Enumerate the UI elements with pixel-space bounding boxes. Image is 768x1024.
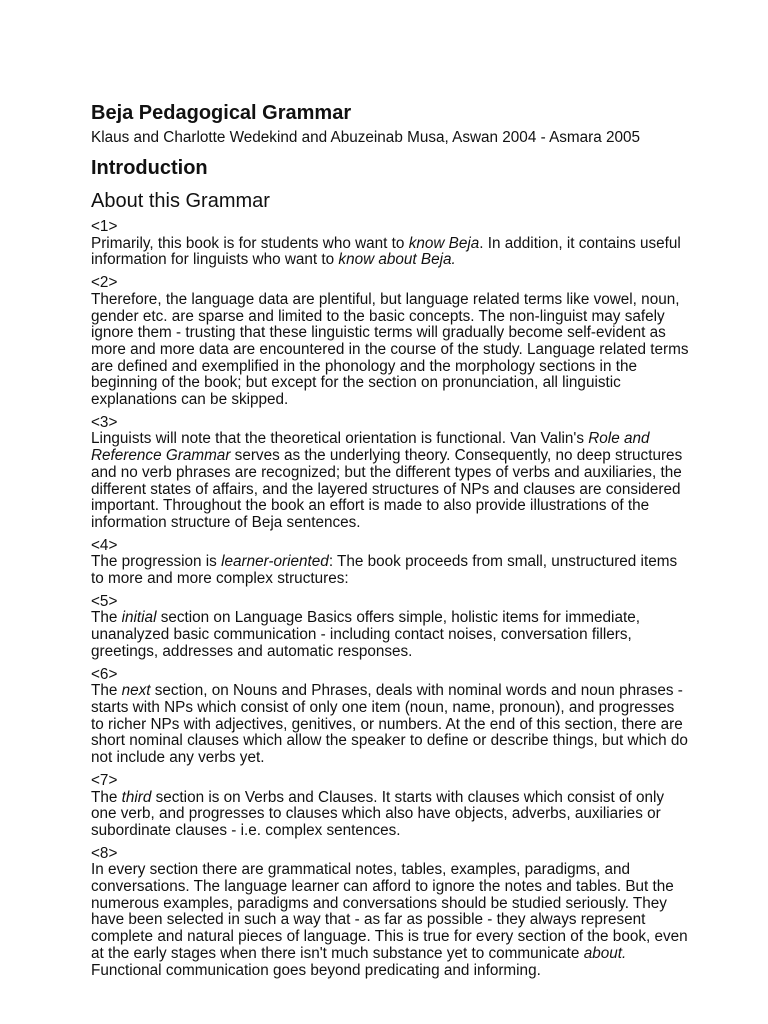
paragraph-text	[91, 610, 691, 660]
paragraph-text	[91, 236, 691, 269]
paragraph-number: <7>	[91, 771, 118, 789]
italic-text: Role and Reference Grammar	[91, 430, 650, 465]
italic-text: initial	[121, 609, 157, 627]
text-run: In every section there are grammatical notes, tables, examples, paradigms, and conversations. The language learner can afford to ignore the notes and tables. But the numerous examples, paradigms and conversations should be studied seriously. They have been selected in such a way that - as far as possible - they always represent complete and natural pieces of language. This is true for every section of the book, even at the early stages when there isn't much substance yet to communicate	[91, 861, 688, 962]
paragraph	[91, 594, 691, 661]
paragraph	[91, 415, 691, 532]
text-run: section on Language Basics offers simple, holistic items for immediate, unanalyzed basic communication - including contact noises, conversation fillers, greetings, addresses and automatic responses.	[91, 609, 640, 660]
text-run: Functional communication goes beyond predicating and informing.	[91, 961, 541, 979]
text-run: . In addition, it contains useful information for linguists who want to	[91, 234, 681, 269]
text-run: Primarily, this book is for students who want to	[91, 234, 409, 252]
paragraph	[91, 773, 691, 840]
text-run: The	[91, 609, 122, 627]
paragraph	[91, 846, 691, 980]
subsection-heading: About this Grammar	[91, 190, 270, 212]
paragraph-text	[91, 554, 691, 587]
document-authors: Klaus and Charlotte Wedekind and Abuzeinab Musa, Aswan 2004 - Asmara 2005	[91, 129, 641, 146]
paragraph-number: <5>	[91, 592, 118, 610]
text-run: Linguists will note that the theoretical orientation is functional. Van Valin's	[91, 430, 589, 448]
paragraph-text	[91, 292, 691, 409]
paragraph-text	[91, 431, 691, 531]
paragraph-text	[91, 862, 691, 979]
paragraph	[91, 275, 691, 409]
paragraph	[91, 538, 691, 588]
italic-text: learner-oriented	[221, 553, 329, 571]
paragraph	[91, 219, 691, 269]
italic-text: know about Beja.	[338, 251, 456, 269]
italic-text: next	[121, 682, 151, 700]
text-run: The	[91, 788, 122, 806]
italic-text: about.	[583, 944, 627, 962]
paragraph-number: <3>	[91, 413, 118, 431]
text-run: The progression is	[91, 553, 222, 571]
text-run: section is on Verbs and Clauses. It starts with clauses which consist of only one verb, and progresses to clauses which also have objects, adverbs, auxiliaries or subordinate clauses - i.e. complex sentences.	[91, 788, 665, 839]
document-title: Beja Pedagogical Grammar	[91, 102, 352, 124]
text-run: The	[91, 682, 122, 700]
text-run: serves as the underlying theory. Consequently, no deep structures and no verb phrases are recognized; but the different types of verbs and auxiliaries, the different states of affairs, and the layered structures of NPs and clauses are considered important. Throughout the book an effort is made to also provide illustrations of the information structure of Beja sentences.	[91, 447, 683, 531]
paragraph-number: <2>	[91, 274, 118, 292]
paragraph-number: <1>	[91, 218, 118, 235]
document-page	[91, 101, 691, 985]
paragraph-number: <8>	[91, 844, 118, 862]
text-run: : The book proceeds from small, unstructured items to more and more complex structures:	[91, 553, 678, 588]
text-run: section, on Nouns and Phrases, deals with nominal words and noun phrases - starts with NPs which consist of only one item (noun, name, pronoun), and progresses to richer NPs with adjectives, genitives, or numbers. At the end of this section, there are short nominal clauses which allow the speaker to define or describe things, but which do not include any verbs yet.	[91, 682, 688, 767]
italic-text: third	[121, 788, 152, 806]
paragraph	[91, 667, 691, 767]
paragraph-list	[91, 219, 691, 979]
paragraph-number: <4>	[91, 536, 118, 554]
paragraph-number: <6>	[91, 665, 118, 683]
italic-text: know Beja	[408, 234, 480, 252]
paragraph-text	[91, 790, 691, 840]
text-run: Therefore, the language data are plentiful, but language related terms like vowel, noun, gender etc. are sparse and limited to the basic concepts. The non-linguist may safely ignore them - trusting that these linguistic terms will gradually become self-evident as more and more data are encountered in the course of the study. Language related terms are defined and exemplified in the phonology and the morphology sections in the beginning of the book; but except for the section on pronunciation, all linguistic explanations can be skipped.	[91, 290, 689, 409]
paragraph-text	[91, 683, 691, 767]
section-heading: Introduction	[91, 157, 208, 179]
